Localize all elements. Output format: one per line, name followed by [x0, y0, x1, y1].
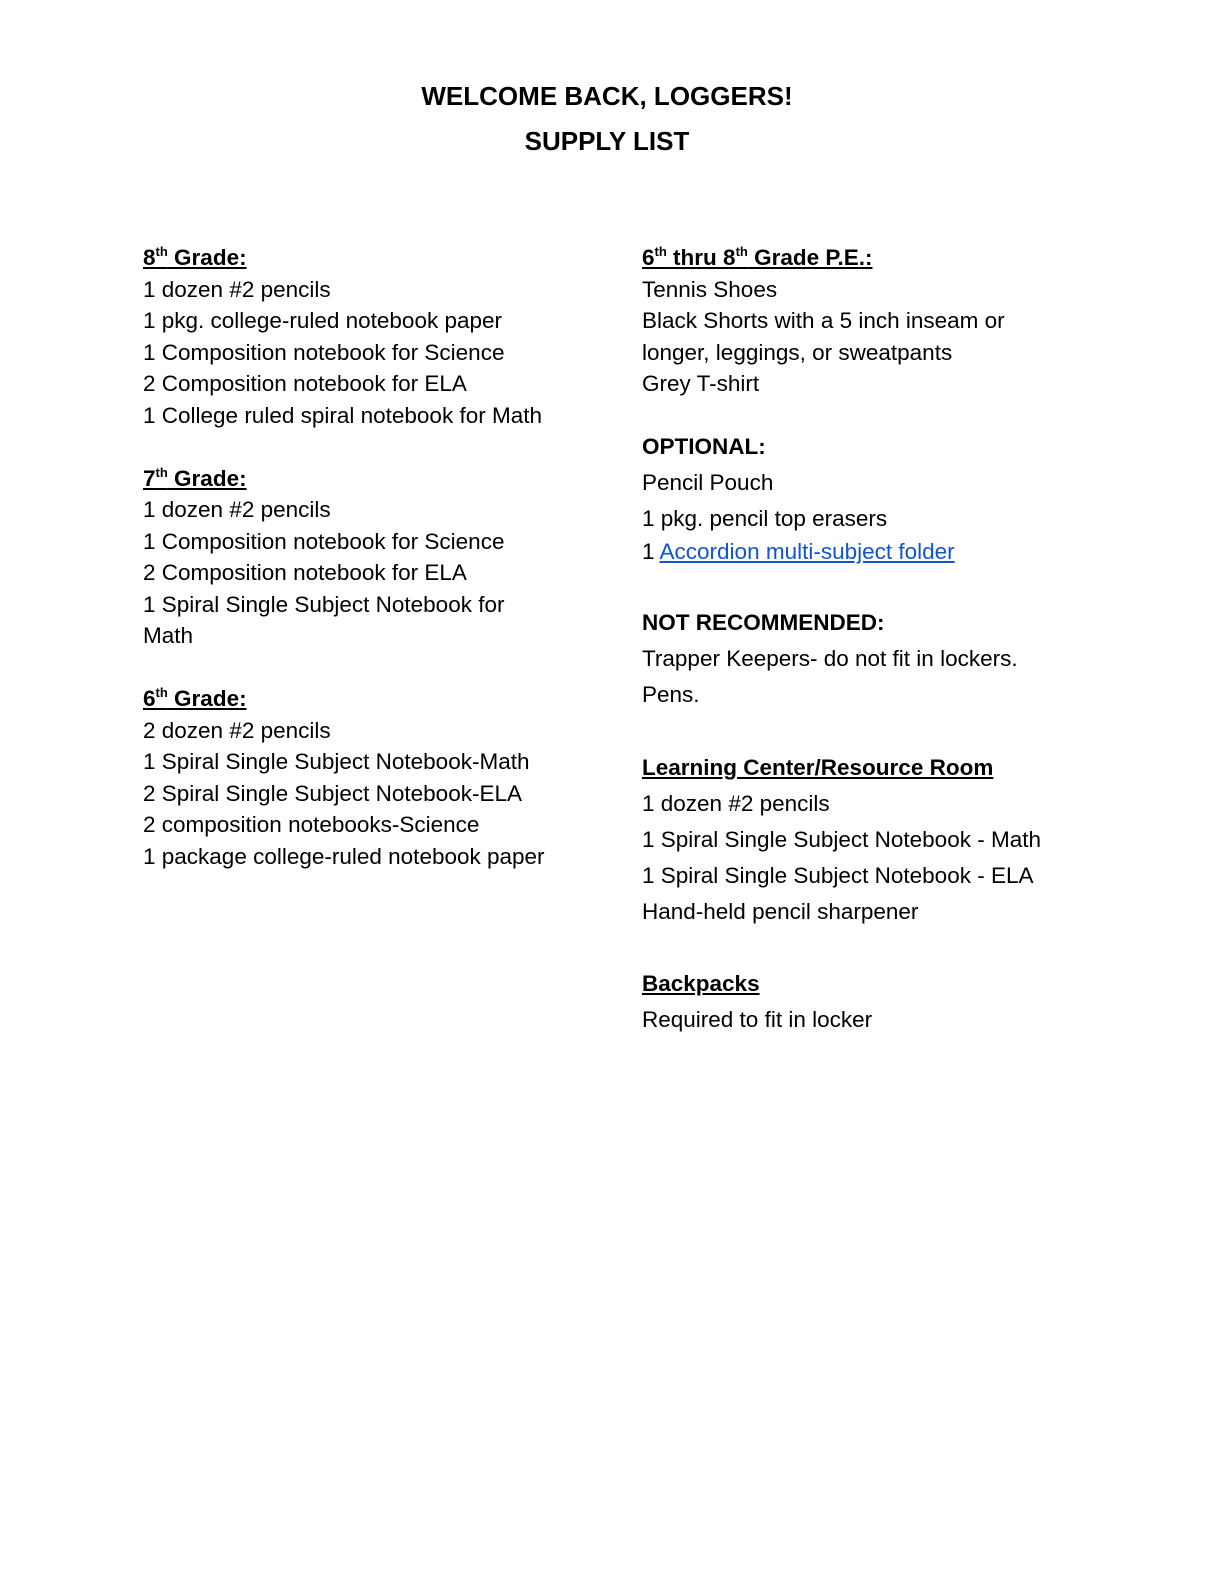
list-item: Tennis Shoes [642, 276, 778, 302]
list-item: 2 dozen #2 pencils [143, 717, 331, 743]
list-item: 1 dozen #2 pencils [642, 791, 830, 816]
heading-superscript: th [155, 464, 168, 480]
learning-center-heading: Learning Center/Resource Room [642, 755, 994, 780]
list-item: 1 dozen #2 pencils [143, 497, 331, 522]
heading-number: 8 [143, 245, 156, 270]
grade-6-heading [143, 683, 583, 715]
optional-section [642, 429, 1082, 567]
not-recommended-section [642, 605, 1082, 713]
heading-superscript: th [654, 244, 667, 259]
list-item: Pens. [642, 682, 700, 707]
heading-superscript: th [155, 685, 168, 700]
accordion-folder-link[interactable]: Accordion multi-subject folder [659, 539, 955, 564]
list-item: 2 Composition notebook for ELA [143, 371, 467, 396]
grade-7-section [143, 463, 583, 652]
pe-heading [642, 242, 1082, 274]
heading-text: Grade P.E.: [747, 245, 873, 270]
list-item: 1 College ruled spiral notebook for Math [143, 402, 542, 428]
heading-number: 7 [143, 465, 156, 491]
heading-number: 6 [143, 686, 156, 711]
list-item: Pencil Pouch [642, 470, 774, 495]
list-item: 2 Composition notebook for ELA [143, 560, 467, 585]
list-item: 1 Spiral Single Subject Notebook for Math [143, 591, 505, 648]
list-item: Hand-held pencil sharpener [642, 899, 919, 924]
heading-number: 6 [642, 245, 655, 270]
grade-7-heading [143, 463, 583, 495]
list-item: Trapper Keepers- do not fit in lockers. [642, 646, 1018, 671]
spacer [642, 400, 1082, 432]
heading-text: Grade: [167, 465, 247, 491]
not-recommended-heading: NOT RECOMMENDED: [642, 610, 885, 635]
optional-heading: OPTIONAL: [642, 434, 766, 459]
list-item: Grey T-shirt [642, 371, 760, 396]
folder-prefix: 1 [642, 539, 660, 564]
list-item [642, 537, 1082, 567]
list-item: 1 pkg. college-ruled notebook paper [143, 308, 503, 333]
title-line-2: SUPPLY LIST [524, 126, 690, 156]
grade-6-section [143, 683, 583, 872]
list-item: 1 pkg. pencil top erasers [642, 506, 888, 531]
spacer [143, 431, 583, 463]
list-item: 1 Spiral Single Subject Notebook - Math [642, 827, 1041, 852]
list-item: 1 Spiral Single Subject Notebook-Math [143, 749, 530, 774]
heading-superscript: th [155, 244, 168, 259]
left-column [143, 242, 583, 872]
heading-text: Grade: [167, 686, 247, 711]
spacer [642, 567, 1082, 605]
list-item: 1 Composition notebook for Science [143, 528, 505, 554]
heading-text: Grade: [167, 245, 247, 270]
right-column [642, 242, 1082, 1038]
grade-8-section [143, 242, 583, 431]
learning-center-section [642, 750, 1082, 930]
page-title [0, 74, 1214, 164]
heading-text: thru 8 [666, 245, 736, 270]
list-item: 1 Spiral Single Subject Notebook - ELA [642, 863, 1034, 888]
pe-section [642, 242, 1082, 400]
list-item: 2 composition notebooks-Science [143, 812, 480, 837]
title-line-1: WELCOME BACK, LOGGERS! [421, 81, 793, 111]
list-item: 1 package college-ruled notebook paper [143, 843, 545, 869]
spacer [642, 713, 1082, 750]
spacer [642, 930, 1082, 966]
list-item: Required to fit in locker [642, 1007, 873, 1032]
list-item: 1 dozen #2 pencils [143, 276, 331, 302]
backpacks-section [642, 966, 1082, 1038]
spacer [143, 652, 583, 684]
list-item: 2 Spiral Single Subject Notebook-ELA [143, 780, 522, 806]
list-item: 1 Composition notebook for Science [143, 339, 505, 365]
grade-8-heading [143, 242, 583, 274]
list-item: Black Shorts with a 5 inch inseam or longer, leggings, or sweatpants [642, 308, 1005, 365]
heading-superscript: th [735, 244, 748, 259]
backpacks-heading: Backpacks [642, 971, 760, 996]
